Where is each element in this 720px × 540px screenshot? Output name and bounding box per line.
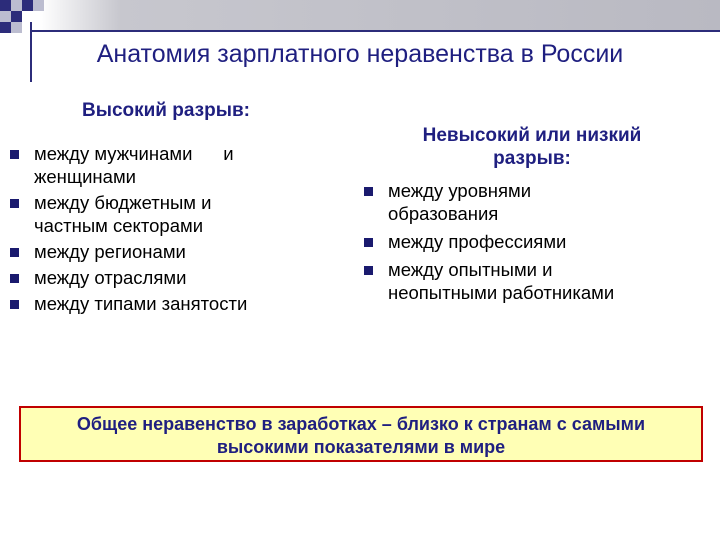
list-item: [10, 142, 315, 188]
header-rule: [30, 30, 720, 32]
decor-square: [11, 0, 22, 11]
list-item-line: между регионами: [34, 241, 186, 262]
decor-square: [22, 0, 33, 11]
list-item-line: между типами занятости: [34, 293, 248, 314]
right-bullet-list: [364, 179, 704, 304]
square-bullet-icon: [10, 199, 19, 208]
right-column-heading: [382, 124, 682, 170]
list-item: [364, 258, 704, 304]
decor-square: [0, 22, 11, 33]
conclusion-line: высокими показателями в мире: [216, 437, 506, 457]
decor-square: [0, 11, 11, 22]
list-item-line: между отраслями: [34, 267, 187, 288]
conclusion-line: Общее неравенство в заработках – близко к странам с самыми: [76, 414, 646, 434]
square-bullet-icon: [10, 274, 19, 283]
decor-square: [11, 22, 22, 33]
header-bar: [0, 0, 720, 30]
list-item-line: неопытными работниками: [388, 282, 615, 303]
list-item-line: между мужчинами и: [34, 143, 234, 164]
decor-square: [33, 0, 44, 11]
left-column-heading: Высокий разрыв:: [82, 100, 250, 121]
list-item-line: между бюджетным и: [34, 192, 212, 213]
decor-square: [0, 0, 11, 11]
square-bullet-icon: [364, 266, 373, 275]
list-item: [10, 266, 315, 289]
list-item-line: между профессиями: [388, 231, 567, 252]
square-bullet-icon: [364, 238, 373, 247]
list-item-line: между уровнями: [388, 180, 532, 201]
decor-square: [11, 11, 22, 22]
decor-square: [22, 11, 33, 22]
list-item: [10, 292, 315, 315]
list-item: [10, 191, 315, 237]
list-item: [364, 179, 704, 225]
list-item-line: частным секторами: [34, 215, 204, 236]
list-item-line: женщинами: [34, 166, 136, 187]
list-item-line: между опытными и: [388, 259, 553, 280]
list-item: [10, 240, 315, 263]
left-bullet-list: [10, 142, 315, 315]
square-bullet-icon: [10, 150, 19, 159]
slide-title: Анатомия зарплатного неравенства в России: [96, 40, 624, 68]
list-item-line: образования: [388, 203, 499, 224]
conclusion-box: [19, 406, 703, 462]
list-item: [364, 230, 704, 253]
square-bullet-icon: [364, 187, 373, 196]
right-heading-line: Невысокий или низкий: [422, 125, 642, 146]
square-bullet-icon: [10, 300, 19, 309]
square-bullet-icon: [10, 248, 19, 257]
right-heading-line: разрыв:: [493, 148, 571, 169]
